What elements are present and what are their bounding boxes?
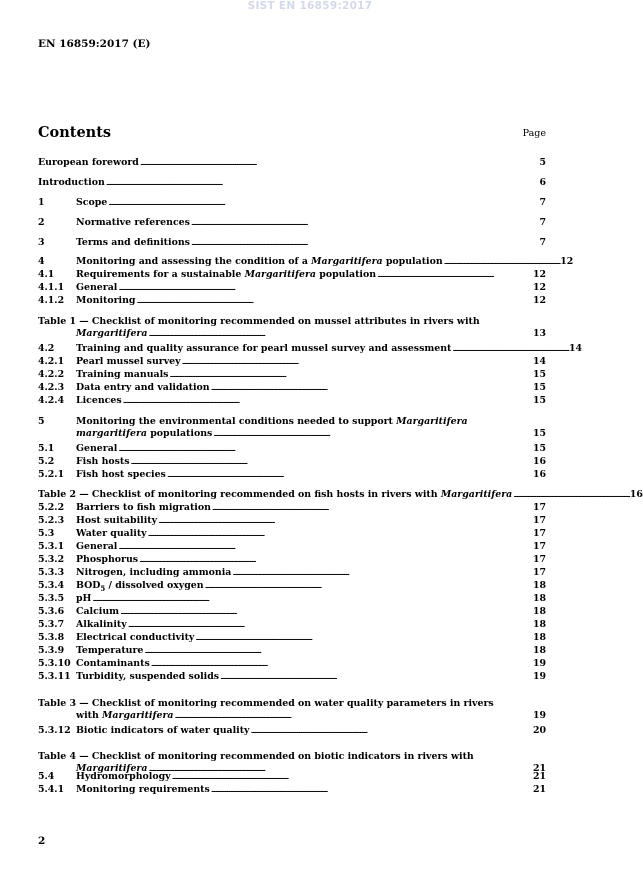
dot-leader [148, 328, 532, 340]
toc-entry[interactable] [38, 606, 546, 618]
toc-entry[interactable] [38, 237, 546, 249]
toc-entry-page: 17 [532, 502, 546, 513]
toc-entry-page: 14 [569, 343, 583, 354]
toc-entry-page: 20 [532, 725, 546, 736]
toc-entry[interactable] [38, 295, 546, 307]
toc-entry-number: 4 [38, 256, 45, 267]
toc-entry-page: 6 [539, 177, 546, 188]
toc-entry-page: 12 [532, 269, 546, 280]
toc-entry-page: 17 [532, 528, 546, 539]
toc-entry-title-continuation: Margaritifera [76, 763, 148, 774]
toc-entry-title: Monitoring requirements [76, 784, 210, 795]
toc-entry-page: 7 [539, 217, 546, 228]
dot-leader [123, 395, 532, 407]
toc-entry-number: 5.2 [38, 456, 55, 467]
toc-entry-page: 18 [532, 619, 546, 630]
toc-entry-title: Normative references [76, 217, 190, 228]
toc-entry[interactable] [38, 395, 546, 407]
toc-entry-number: 4.1.2 [38, 295, 65, 306]
toc-entry-page: 18 [532, 645, 546, 656]
dot-leader [151, 658, 532, 670]
toc-entry[interactable] [38, 698, 546, 722]
dot-leader [452, 343, 568, 355]
toc-entry-number: 5.3.10 [38, 658, 71, 669]
toc-entry-title: Hydromorphology [76, 771, 171, 782]
toc-entry[interactable] [38, 157, 546, 169]
toc-entry-title: Licences [76, 395, 122, 406]
dot-leader [118, 443, 532, 455]
toc-entry-page: 17 [532, 515, 546, 526]
toc-entry-title: pH [76, 593, 92, 604]
toc-entry-page: 7 [539, 237, 546, 248]
toc-entry-page: 19 [532, 671, 546, 682]
toc-entry-title: General [76, 541, 118, 552]
dot-leader [148, 528, 532, 540]
toc-entry-number: 4.1 [38, 269, 55, 280]
toc-entry-title: Fish hosts [76, 456, 130, 467]
toc-entry[interactable] [38, 554, 546, 566]
dot-leader [158, 515, 532, 527]
toc-entry-title: General [76, 282, 118, 293]
watermark: SIST EN 16859:2017 [247, 0, 373, 12]
toc-entry[interactable] [38, 771, 546, 783]
toc-entry-number: 4.2.4 [38, 395, 65, 406]
toc-entry[interactable] [38, 784, 546, 796]
toc-entry-number: 5.2.3 [38, 515, 65, 526]
toc-entry-number: 5.3.3 [38, 567, 65, 578]
toc-entry[interactable] [38, 645, 546, 657]
toc-entry-page: 21 [532, 763, 546, 774]
toc-entry-number: 5.1 [38, 443, 55, 454]
toc-entry-page: 21 [532, 771, 546, 782]
toc-entry-title: Phosphorus [76, 554, 139, 565]
toc-entry-number: 4.2.3 [38, 382, 65, 393]
toc-entry-title: $BOD_5$ / dissolved oxygen [76, 580, 204, 593]
toc-entry[interactable] [38, 469, 546, 481]
contents-title: Contents [38, 124, 112, 141]
toc-entry-number: 5.4 [38, 771, 55, 782]
toc-entry-page: 7 [539, 197, 546, 208]
toc-entry-title: Barriers to fish migration [76, 502, 211, 513]
toc-entry-number: 5.2.1 [38, 469, 65, 480]
dot-leader [195, 632, 532, 644]
toc-entry-number: 5.3.2 [38, 554, 65, 565]
dot-leader [92, 593, 532, 605]
toc-entry-title: Data entry and validation [76, 382, 210, 393]
toc-entry-title-continuation: with Margaritifera [76, 710, 174, 721]
toc-entry-title: European foreword [38, 157, 139, 168]
dot-leader [232, 567, 532, 579]
toc-entry-title: Terms and definitions [76, 237, 190, 248]
dot-leader [167, 469, 532, 481]
toc-entry-page: 12 [532, 282, 546, 293]
toc-entry[interactable] [38, 177, 546, 189]
toc-entry-title: Calcium [76, 606, 120, 617]
dot-leader [191, 217, 539, 229]
toc-entry-number: 5.3.12 [38, 725, 71, 736]
toc-entry-title-continuation: Margaritifera [76, 328, 148, 339]
dot-leader [118, 282, 532, 294]
toc-entry-number: 5.2.2 [38, 502, 65, 513]
toc-entry-page: 15 [532, 443, 546, 454]
toc-entry[interactable] [38, 316, 546, 340]
toc-entry[interactable] [38, 382, 546, 394]
toc-entry[interactable] [38, 343, 583, 355]
toc-entry-page: 13 [532, 328, 546, 339]
dot-leader [513, 489, 629, 501]
toc-entry[interactable] [38, 443, 546, 455]
toc-entry-title: Table 2 — Checklist of monitoring recommended on fish hosts in rivers with Margaritifera [38, 489, 513, 500]
toc-entry-number: 4.2.1 [38, 356, 65, 367]
toc-entry-title: Host suitability [76, 515, 158, 526]
toc-entry-number: 1 [38, 197, 45, 208]
dot-leader [211, 784, 532, 796]
toc-entry-page: 12 [560, 256, 574, 267]
toc-entry-page: 15 [532, 382, 546, 393]
toc-entry-number: 5.3.11 [38, 671, 71, 682]
dot-leader [120, 606, 532, 618]
toc-entry[interactable] [38, 456, 546, 468]
toc-entry-title: Scope [76, 197, 108, 208]
dot-leader [174, 710, 531, 722]
toc-entry[interactable] [38, 217, 546, 229]
toc-entry-title: Turbidity, suspended solids [76, 671, 220, 682]
toc-entry-title: Temperature [76, 645, 144, 656]
toc-entry-title: Introduction [38, 177, 105, 188]
toc-entry-number: 5 [38, 416, 45, 427]
toc-entry[interactable] [38, 567, 546, 579]
toc-entry[interactable] [38, 671, 546, 683]
dot-leader [128, 619, 532, 631]
toc-entry-page: 16 [532, 456, 546, 467]
toc-entry-number: 4.2 [38, 343, 55, 354]
dot-leader [205, 580, 532, 592]
toc-entry-title: Requirements for a sustainable Margaritifera population [76, 269, 377, 280]
toc-entry-number: 5.3.1 [38, 541, 65, 552]
dot-leader [108, 197, 538, 209]
toc-entry-page: 15 [532, 395, 546, 406]
dot-leader [118, 541, 532, 553]
toc-entry-page: 16 [629, 489, 643, 500]
toc-entry-title-continuation: margaritifera populations [76, 428, 213, 439]
dot-leader [191, 237, 539, 249]
toc-entry[interactable] [38, 356, 546, 368]
toc-entry[interactable] [38, 269, 546, 281]
toc-entry-number: 4.2.2 [38, 369, 65, 380]
document-id: EN 16859:2017 (E) [38, 38, 151, 50]
toc-entry-page: 18 [532, 632, 546, 643]
toc-entry-number: 4.1.1 [38, 282, 65, 293]
toc-entry[interactable] [38, 593, 546, 605]
toc-entry[interactable] [38, 416, 546, 440]
toc-entry[interactable] [38, 369, 546, 381]
dot-leader [131, 456, 532, 468]
toc-entry-title: Fish host species [76, 469, 166, 480]
toc-entry-number: 5.3 [38, 528, 55, 539]
toc-entry-page: 18 [532, 606, 546, 617]
toc-entry-title: Table 3 — Checklist of monitoring recommended on water quality parameters in rivers [38, 698, 494, 709]
toc-entry-number: 3 [38, 237, 45, 248]
toc-entry-title: Training manuals [76, 369, 169, 380]
toc-entry-title: Contaminants [76, 658, 150, 669]
toc-entry[interactable] [38, 515, 546, 527]
toc-entry-title: Table 4 — Checklist of monitoring recommended on biotic indicators in rivers with [38, 751, 474, 762]
dot-leader [377, 269, 532, 281]
page-number: 2 [38, 835, 46, 847]
toc-entry-title: Pearl mussel survey [76, 356, 181, 367]
dot-leader [220, 671, 532, 683]
toc-entry-title: General [76, 443, 118, 454]
page-column-label: Page [522, 128, 546, 139]
toc-entry-number: 5.3.8 [38, 632, 65, 643]
dot-leader [211, 382, 532, 394]
toc-entry-title: Monitoring the environmental conditions needed to support Margaritifera [76, 416, 468, 427]
toc-entry-page: 12 [532, 295, 546, 306]
dot-leader [139, 554, 532, 566]
dot-leader [144, 645, 532, 657]
toc-entry[interactable] [38, 632, 546, 644]
toc-entry-number: 2 [38, 217, 45, 228]
toc-entry-page: 17 [532, 554, 546, 565]
toc-entry-page: 17 [532, 567, 546, 578]
toc-entry-number: 5.3.4 [38, 580, 65, 591]
dot-leader [169, 369, 532, 381]
toc-entry-page: 17 [532, 541, 546, 552]
toc-entry-title: Biotic indicators of water quality [76, 725, 250, 736]
toc-entry-number: 5.4.1 [38, 784, 65, 795]
toc-entry-number: 5.3.5 [38, 593, 65, 604]
toc-entry-page: 18 [532, 580, 546, 591]
toc-entry-page: 21 [532, 784, 546, 795]
toc-entry-title: Water quality [76, 528, 147, 539]
toc-entry-title: Alkalinity [76, 619, 127, 630]
toc-entry[interactable] [38, 658, 546, 670]
toc-entry[interactable] [38, 282, 546, 294]
toc-entry[interactable] [38, 197, 546, 209]
toc-entry[interactable] [38, 528, 546, 540]
toc-entry[interactable] [38, 502, 546, 514]
toc-entry-title: Training and quality assurance for pearl mussel survey and assessment [76, 343, 452, 354]
toc-entry[interactable] [38, 489, 643, 501]
toc-entry-page: 14 [532, 356, 546, 367]
toc-entry-title: Monitoring [76, 295, 136, 306]
toc-entry[interactable] [38, 541, 546, 553]
dot-leader [172, 771, 532, 783]
dot-leader [213, 428, 532, 440]
toc-entry-title: Monitoring and assessing the condition of a Margaritifera population [76, 256, 443, 267]
toc-entry[interactable] [38, 256, 574, 268]
dot-leader [140, 157, 539, 169]
toc-entry-number: 5.3.9 [38, 645, 65, 656]
toc-entry-title: Electrical conductivity [76, 632, 195, 643]
toc-entry[interactable] [38, 619, 546, 631]
toc-entry-page: 19 [532, 658, 546, 669]
toc-entry-title: Table 1 — Checklist of monitoring recommended on mussel attributes in rivers with [38, 316, 480, 327]
dot-leader [136, 295, 531, 307]
dot-leader [106, 177, 539, 189]
dot-leader [182, 356, 532, 368]
toc-entry-page: 16 [532, 469, 546, 480]
toc-entry-number: 5.3.6 [38, 606, 65, 617]
dot-leader [250, 725, 531, 737]
toc-entry-title: Nitrogen, including ammonia [76, 567, 232, 578]
toc-entry-page: 18 [532, 593, 546, 604]
toc-entry-page: 5 [539, 157, 546, 168]
dot-leader [212, 502, 532, 514]
toc-entry-page: 15 [532, 369, 546, 380]
toc-entry-number: 5.3.7 [38, 619, 65, 630]
toc-entry-page: 19 [532, 710, 546, 721]
toc-entry[interactable] [38, 725, 546, 737]
toc-entry-page: 15 [532, 428, 546, 439]
dot-leader [444, 256, 560, 268]
